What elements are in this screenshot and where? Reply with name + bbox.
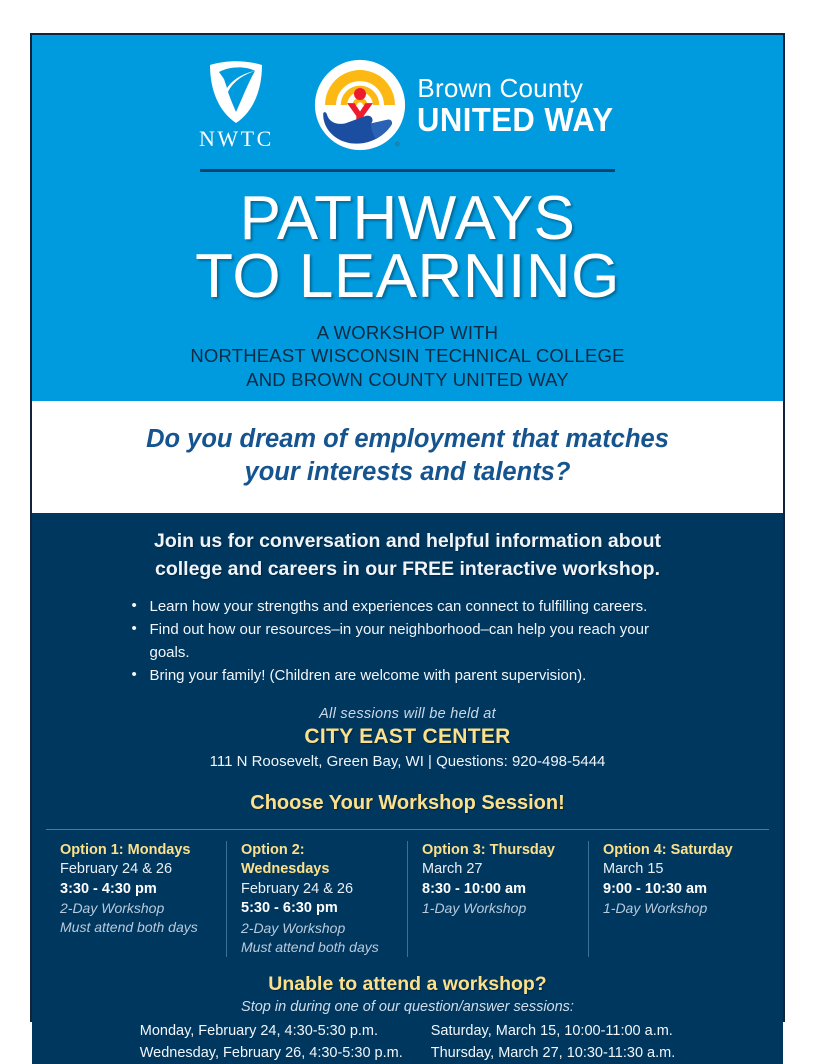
option-time: 3:30 - 4:30 pm bbox=[60, 880, 157, 897]
nwtc-logo bbox=[188, 59, 284, 152]
subtitle-line-2: NORTHEAST WISCONSIN TECHNICAL COLLEGE bbox=[190, 345, 625, 367]
option-note-2: Must attend both days bbox=[60, 919, 198, 936]
title-line-2: TO LEARNING bbox=[195, 241, 620, 311]
venue-name: CITY EAST CENTER bbox=[304, 724, 511, 748]
nwtc-shield-icon bbox=[206, 59, 266, 125]
qa-column-left bbox=[140, 1020, 403, 1064]
united-way-logo bbox=[314, 59, 626, 151]
svg-text:®: ® bbox=[395, 141, 401, 149]
option-note-1: 1-Day Workshop bbox=[422, 900, 527, 917]
header-section bbox=[32, 35, 783, 401]
united-way-line2: UNITED WAY bbox=[417, 100, 615, 138]
subtitle bbox=[32, 321, 783, 390]
title-line-1: PATHWAYS bbox=[239, 184, 576, 253]
option-date: February 24 & 26 bbox=[241, 880, 354, 897]
session-option-4[interactable] bbox=[589, 841, 769, 957]
subtitle-line-3: AND BROWN COUNTY UNITED WAY bbox=[246, 368, 569, 390]
list-item: • Learn how your strengths and experiences can connect to fulfilling careers. bbox=[128, 595, 688, 618]
sessions-divider bbox=[46, 829, 769, 830]
page-title bbox=[32, 184, 783, 311]
venue-block bbox=[32, 706, 783, 770]
option-title: Option 3: Thursday bbox=[422, 841, 555, 858]
body-section bbox=[32, 513, 783, 1064]
option-time: 8:30 - 10:00 am bbox=[422, 880, 526, 897]
united-way-hand-icon bbox=[314, 59, 406, 151]
list-item: • Bring your family! (Children are welcome with parent supervision). bbox=[128, 664, 688, 687]
session-option-3[interactable] bbox=[408, 841, 589, 957]
option-date: March 27 bbox=[422, 861, 483, 878]
venue-pre-text: All sessions will be held at bbox=[319, 705, 496, 722]
unable-subtitle: Stop in during one of our question/answer sessions: bbox=[241, 998, 574, 1015]
united-way-wordmark bbox=[417, 72, 626, 138]
tagline-line-2: your interests and talents? bbox=[244, 457, 571, 486]
option-date: February 24 & 26 bbox=[60, 861, 173, 878]
tagline-line-1: Do you dream of employment that matches bbox=[146, 424, 669, 453]
qa-column-right bbox=[431, 1020, 675, 1064]
flyer-page bbox=[30, 33, 785, 1061]
option-title: Option 4: Saturday bbox=[603, 841, 733, 858]
venue-address: 111 N Roosevelt, Green Bay, WI | Questions: 920-498-5444 bbox=[209, 752, 606, 770]
option-date: March 15 bbox=[603, 861, 664, 878]
option-note-1: 1-Day Workshop bbox=[603, 900, 708, 917]
tagline-section bbox=[32, 401, 783, 513]
join-invitation bbox=[32, 527, 783, 584]
option-note-1: 2-Day Workshop bbox=[60, 900, 165, 917]
sessions-heading: Choose Your Workshop Session! bbox=[250, 791, 565, 814]
logo-row bbox=[32, 55, 783, 155]
qa-session: Thursday, March 27, 10:30-11:30 a.m. bbox=[430, 1045, 676, 1061]
option-time: 5:30 - 6:30 pm bbox=[241, 900, 338, 917]
option-note-1: 2-Day Workshop bbox=[241, 919, 346, 936]
subtitle-line-1: A WORKSHOP WITH bbox=[316, 322, 499, 344]
option-note-2: Must attend both days bbox=[241, 938, 379, 955]
option-title: Option 2: Wednesdays bbox=[241, 841, 330, 878]
unable-to-attend-section bbox=[32, 973, 783, 1064]
session-options-grid bbox=[46, 841, 769, 957]
list-item: • Find out how our resources–in your neighborhood–can help you reach your goals. bbox=[128, 618, 688, 665]
qa-session: Wednesday, February 26, 4:30-5:30 p.m. bbox=[139, 1045, 403, 1061]
option-title: Option 1: Mondays bbox=[60, 841, 191, 858]
qa-sessions-grid bbox=[32, 1020, 783, 1064]
session-option-1[interactable] bbox=[46, 841, 227, 957]
benefits-list bbox=[128, 595, 688, 688]
join-line-1: Join us for conversation and helpful information about bbox=[153, 529, 662, 552]
unable-title: Unable to attend a workshop? bbox=[268, 972, 547, 995]
qa-session: Monday, February 24, 4:30-5:30 p.m. bbox=[139, 1022, 379, 1039]
nwtc-wordmark: NWTC bbox=[199, 125, 274, 151]
join-line-2: college and careers in our FREE interactive workshop. bbox=[155, 558, 660, 581]
session-option-2[interactable] bbox=[227, 841, 408, 957]
option-time: 9:00 - 10:30 am bbox=[603, 880, 707, 897]
united-way-line1: Brown County bbox=[417, 72, 584, 103]
qa-session: Saturday, March 15, 10:00-11:00 a.m. bbox=[430, 1022, 673, 1039]
header-divider bbox=[200, 169, 615, 172]
